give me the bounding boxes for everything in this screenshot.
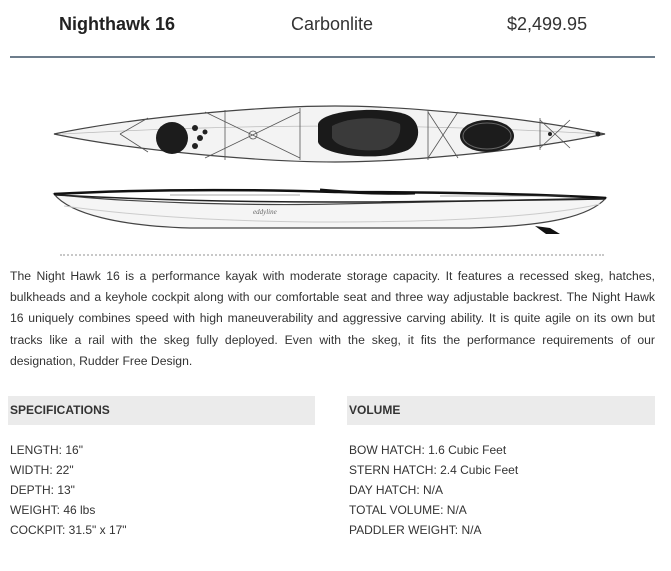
kayak-side-view (54, 190, 606, 234)
volume-stern-hatch: STERN HATCH: 2.4 Cubic Feet (349, 463, 519, 477)
volume-bow-hatch: BOW HATCH: 1.6 Cubic Feet (349, 443, 507, 457)
kayak-top-view (54, 106, 605, 162)
spec-depth: DEPTH: 13" (10, 483, 75, 497)
product-description: The Night Hawk 16 is a performance kayak with moderate storage capacity. It features a recessed skeg, hatches, bulkheads and a keyhole cockpit along with our comfortable seat and three way adjustable backrest. The Night Hawk 16 uniquely combines speed with high maneuverability and aggressive carving ability. It is quite agile on its own but tracks like a rail with the skeg fully deployed. Even with the skeg, it fits the performance requirements of our designation, Rudder Free Design. (10, 269, 655, 368)
product-name: Nighthawk 16 (59, 14, 176, 34)
kayak-image (50, 98, 614, 238)
product-price: $2,499.95 (507, 14, 588, 34)
header-divider (10, 56, 655, 58)
product-material: Carbonlite (291, 14, 374, 34)
product-header (0, 0, 671, 52)
spec-cockpit: COCKPIT: 31.5" x 17" (10, 523, 127, 537)
spec-weight: WEIGHT: 46 lbs (10, 503, 96, 517)
spec-length: LENGTH: 16" (10, 443, 83, 457)
specifications-list (10, 440, 127, 540)
volume-paddler-weight: PADDLER WEIGHT: N/A (349, 523, 482, 537)
volume-total: TOTAL VOLUME: N/A (349, 503, 467, 517)
dotted-separator (60, 254, 604, 256)
hull-logo-text: eddyline (253, 208, 277, 216)
volume-list (349, 440, 518, 540)
spec-width: WIDTH: 22" (10, 463, 74, 477)
volume-day-hatch: DAY HATCH: N/A (349, 483, 444, 497)
volume-header: VOLUME (347, 396, 655, 425)
specifications-header: SPECIFICATIONS (8, 396, 315, 425)
